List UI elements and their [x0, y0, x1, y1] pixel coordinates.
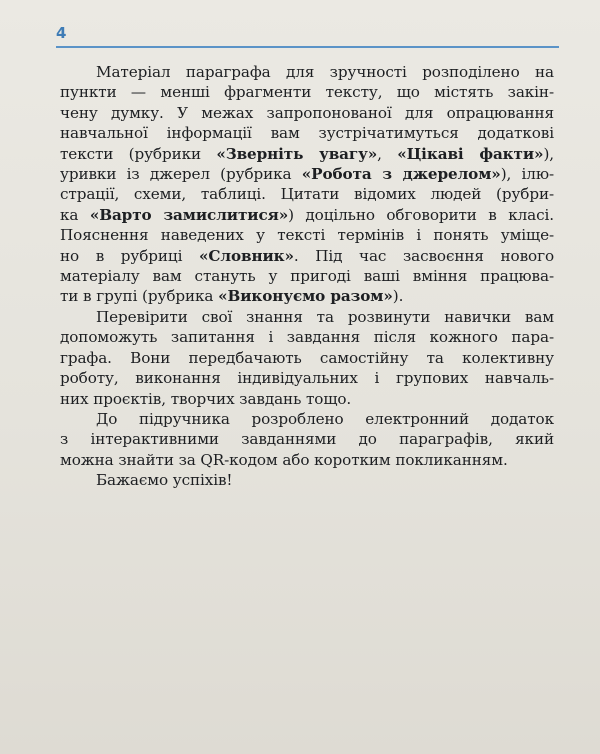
text-line [60, 429, 554, 449]
page-number: 4 [56, 24, 67, 42]
text-run: Пояснення наведених у тексті термінів і понять уміще- [60, 226, 554, 245]
text-run: чену думку. У межах запропонованої для опрацювання [60, 103, 554, 122]
text-line [60, 205, 554, 225]
rubric-name: «Виконуємо разом» [218, 287, 393, 306]
text-run: них проєктів, творчих завдань тощо. [60, 389, 352, 408]
header-rule [56, 46, 559, 48]
text-run: . Під час засвоєння нового [293, 246, 554, 265]
text-line [60, 123, 554, 143]
text-run: Перевірити свої знання та розвинути навички вам [96, 307, 554, 326]
text-line [60, 225, 554, 245]
text-run: ка [60, 205, 90, 224]
text-line [60, 62, 554, 82]
text-line [60, 82, 554, 102]
text-run: Матеріал параграфа для зручності розподілено на [96, 63, 554, 81]
text-line [60, 266, 554, 286]
text-run: уривки із джерел (рубрика [60, 165, 302, 184]
text-run: тексти (рубрики [60, 144, 217, 163]
text-line [60, 307, 554, 327]
text-line [60, 450, 554, 470]
rubric-name: «Словник» [198, 246, 294, 265]
text-run: ). [392, 287, 404, 306]
text-run: можна знайти за QR-кодом або коротким покликанням. [60, 450, 508, 469]
rubric-name: «Цікаві факти» [397, 144, 544, 163]
rubric-name: «Варто замислитися» [89, 205, 289, 224]
text-line [60, 368, 554, 388]
text-run: роботу, виконання індивідуальних і групових навчаль- [60, 369, 554, 388]
text-run: ти в групі (рубрика [60, 287, 219, 306]
text-line [60, 470, 554, 490]
text-line [60, 144, 554, 164]
text-line [60, 184, 554, 204]
text-run: ) доцільно обговорити в класі. [288, 205, 554, 224]
text-run: графа. Вони передбачають самостійну та колективну [60, 348, 554, 367]
text-run: Бажаємо успіхів! [96, 471, 233, 490]
text-run: пункти — менші фрагменти тексту, що містять закін- [60, 83, 554, 102]
text-run: До підручника розроблено електронний додаток [96, 409, 554, 428]
text-run: допоможуть запитання і завдання після кожного пара- [60, 328, 554, 347]
text-line [60, 348, 554, 368]
text-run: з інтерактивними завданнями до параграфів, який [60, 430, 554, 449]
text-run: страції, схеми, таблиці. Цитати відомих людей (рубри- [60, 185, 554, 204]
text-run: но в рубриці [60, 246, 199, 265]
text-line [60, 246, 554, 266]
text-run: ), [543, 144, 554, 163]
text-line [60, 164, 554, 184]
text-line [60, 389, 554, 409]
rubric-name: «Зверніть увагу» [216, 144, 378, 163]
text-line [60, 103, 554, 123]
text-run: , [377, 144, 398, 163]
text-run: ), ілю- [500, 165, 554, 184]
rubric-name: «Робота з джерелом» [301, 165, 501, 184]
text-run: матеріалу вам стануть у пригоді ваші вміння працюва- [60, 267, 554, 286]
body-text [60, 62, 554, 491]
text-line [60, 327, 554, 347]
text-line [60, 286, 554, 306]
text-line [60, 409, 554, 429]
text-run: навчальної інформації вам зустрічатимуться додаткові [60, 124, 554, 143]
